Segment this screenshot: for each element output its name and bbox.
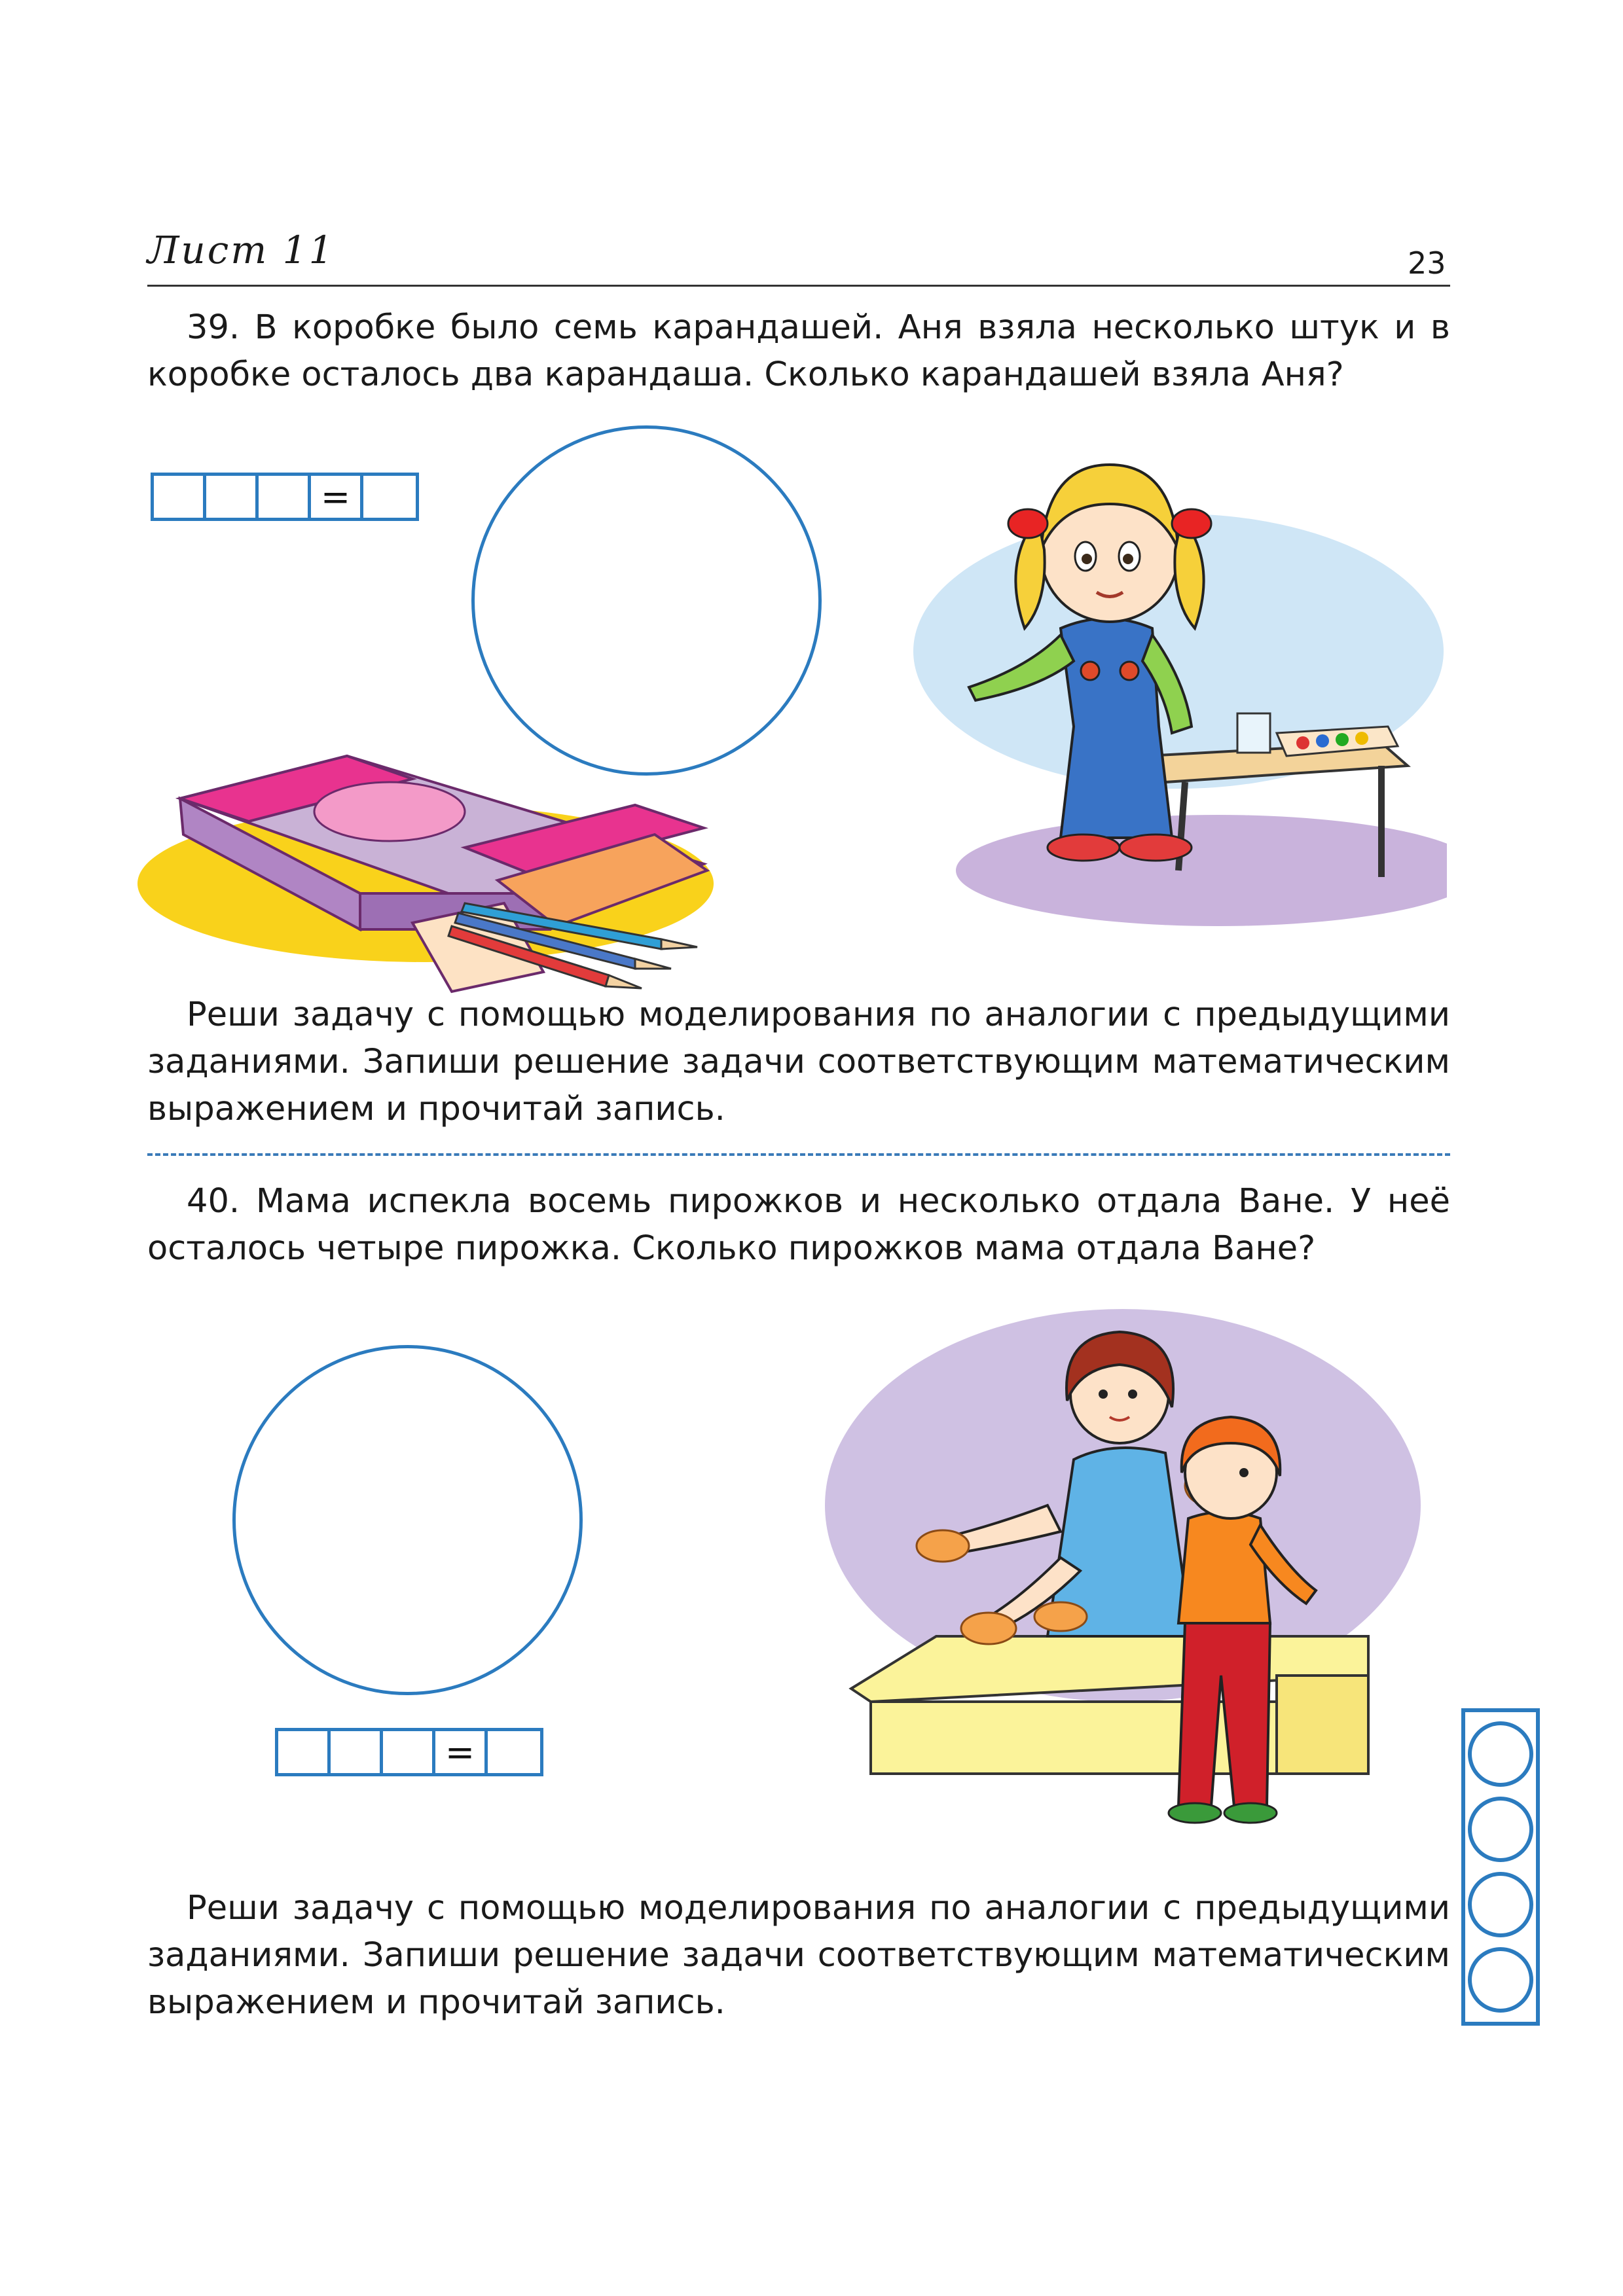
- task-39-instruction: [147, 992, 1450, 1133]
- answer-cell[interactable]: [206, 476, 259, 518]
- equals-cell: =: [435, 1731, 488, 1773]
- task-39-instruction-text: Реши задачу с помощью моделирования по аналогии с предыдущими заданиями. Запиши решение задачи соответствующим математическим выражением и прочитай запись.: [147, 996, 1450, 1128]
- task-39-model-circle[interactable]: [471, 425, 822, 776]
- answer-cell[interactable]: [331, 1731, 383, 1773]
- task-40-instruction: [147, 1885, 1450, 2026]
- task-40-number: 40.: [187, 1182, 240, 1221]
- pencil-box-illustration: [137, 743, 753, 1005]
- counter-circle: [1468, 1947, 1533, 2013]
- page-number: 23: [1408, 245, 1446, 281]
- task-39-answer-boxes[interactable]: [151, 473, 419, 521]
- sheet-label: Лист 11: [147, 228, 335, 272]
- answer-cell[interactable]: [259, 476, 311, 518]
- counter-circle: [1468, 1872, 1533, 1937]
- answer-cell[interactable]: [488, 1731, 540, 1773]
- counter-circle: [1468, 1797, 1533, 1862]
- task-39-text: В коробке было семь карандашей. Аня взяла несколько штук и в коробке осталось два карандаша. Сколько карандашей взяла Аня?: [147, 308, 1450, 394]
- dashed-divider: [147, 1153, 1450, 1156]
- task-40-text: Мама испекла восемь пирожков и несколько отдала Ване. У неё осталось четыре пирожка. Сколько пирожков мама отдала Ване?: [147, 1182, 1450, 1268]
- answer-cell[interactable]: [278, 1731, 331, 1773]
- girl-painting-illustration: [910, 419, 1447, 929]
- counter-circle: [1468, 1721, 1533, 1787]
- equals-cell: =: [311, 476, 363, 518]
- task-40-model-circle[interactable]: [232, 1345, 583, 1695]
- mother-and-son-illustration: [825, 1309, 1427, 1865]
- answer-cell[interactable]: [154, 476, 206, 518]
- answer-cell[interactable]: [363, 476, 416, 518]
- task-40: [147, 1178, 1450, 1272]
- header-rule: [147, 285, 1450, 287]
- task-39-number: 39.: [187, 308, 240, 347]
- side-counter-strip: [1461, 1708, 1540, 2026]
- answer-cell[interactable]: [383, 1731, 435, 1773]
- task-40-answer-boxes[interactable]: [275, 1728, 543, 1776]
- task-39: [147, 304, 1450, 399]
- task-40-instruction-text: Реши задачу с помощью моделирования по аналогии с предыдущими заданиями. Запиши решение задачи соответствующим математическим выражением и прочитай запись.: [147, 1889, 1450, 2022]
